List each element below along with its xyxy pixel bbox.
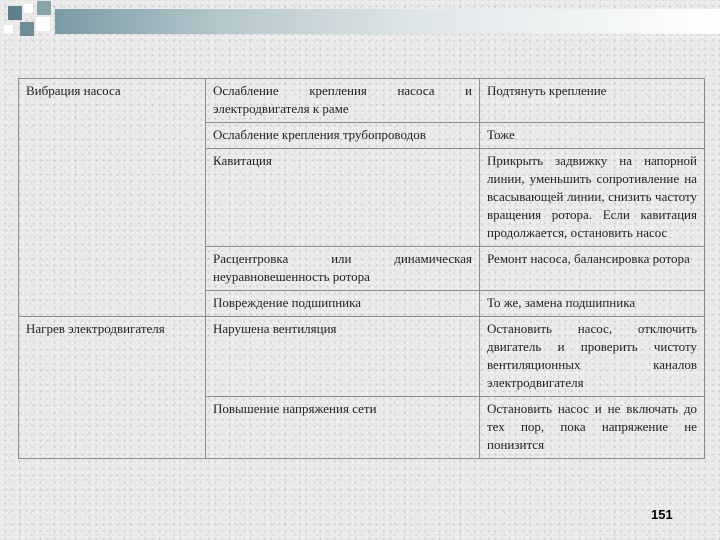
cause-cell: Повышение напряжения сети — [206, 397, 480, 459]
action-cell: Тоже — [480, 123, 705, 149]
cause-cell: Кавитация — [206, 149, 480, 247]
deco-square — [24, 4, 33, 13]
action-cell: Остановить насос и не включать до тех пор, пока напряжение не понизится — [480, 397, 705, 459]
action-cell: Подтянуть крепление — [480, 79, 705, 123]
cause-cell: Ослабление крепления трубопроводов — [206, 123, 480, 149]
deco-square — [4, 25, 13, 34]
deco-square — [20, 22, 34, 36]
deco-square — [36, 17, 50, 31]
symptom-cell: Вибрация насоса — [19, 79, 206, 317]
table-row — [19, 317, 705, 397]
action-cell: Остановить насос, отключить двигатель и проверить чистоту вентиляционных каналов электродвигателя — [480, 317, 705, 397]
table-row — [19, 79, 705, 123]
deco-square — [37, 1, 51, 15]
cause-cell: Расцентровка или динамическая неуравновешенность ротора — [206, 247, 480, 291]
cause-cell: Повреждение подшипника — [206, 291, 480, 317]
action-cell: Ремонт насоса, балансировка ротора — [480, 247, 705, 291]
troubleshooting-table — [18, 78, 705, 459]
cause-cell: Ослабление крепления насоса и электродвигателя к раме — [206, 79, 480, 123]
deco-square — [8, 6, 22, 20]
action-cell: То же, замена подшипника — [480, 291, 705, 317]
action-cell: Прикрыть задвижку на напорной линии, уменьшить сопротивление на всасывающей линии, снизить частоту вращения ротора. Если кавитация продолжается, остановить насос — [480, 149, 705, 247]
symptom-cell: Нагрев электродвигателя — [19, 317, 206, 459]
title-decoration — [0, 0, 720, 40]
deco-bar — [55, 9, 720, 34]
page-number: 151 — [651, 507, 673, 522]
cause-cell: Нарушена вентиляция — [206, 317, 480, 397]
